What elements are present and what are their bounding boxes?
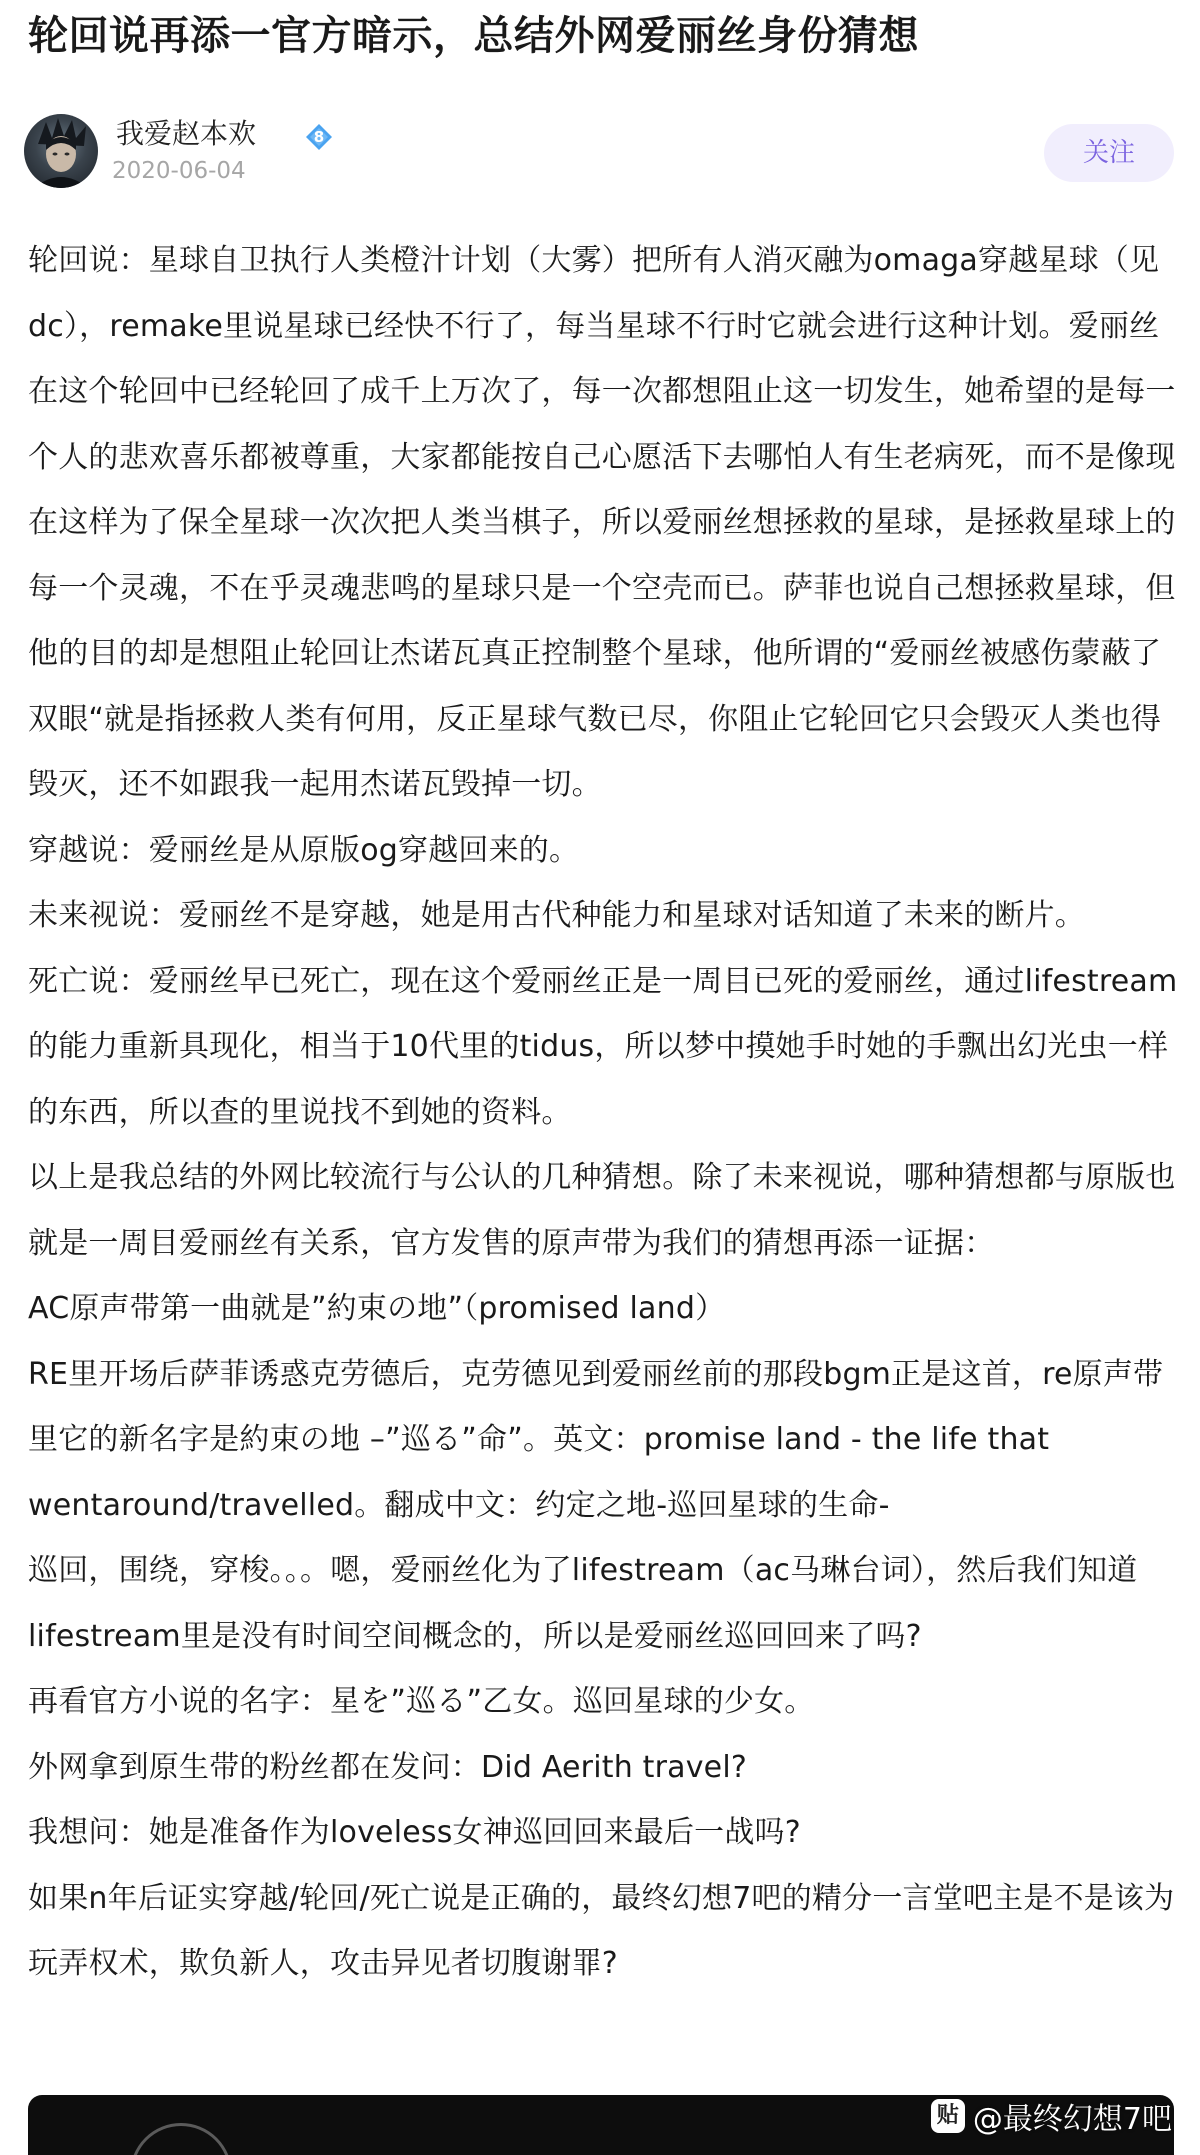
level-number: 8 (313, 128, 325, 146)
watermark (931, 2094, 1172, 2138)
paragraph: 未来视说：爱丽丝不是穿越，她是用古代种能力和星球对话知道了未来的断片。 (28, 898, 1085, 933)
page-title: 轮回说再添一官方暗示，总结外网爱丽丝身份猜想 (28, 13, 919, 59)
paragraph: 巡回，围绕，穿梭。。。嗯，爱丽丝化为了lifestream（ac马琳台词），然后我们知道lifestream里是没有时间空间概念的，所以是爱丽丝巡回回来了吗? (28, 1553, 1138, 1654)
avatar-portrait-icon (24, 114, 98, 188)
paragraph: RE里开场后萨菲诱惑克劳德后，克劳德见到爱丽丝前的那段bgm正是这首，re原声带里它的新名字是約束の地 –”巡る”命”。英文：promise land - the life that wentaround/travelled。翻成中文：约定之地-巡回星球的生命- (28, 1356, 1164, 1523)
post-body (28, 228, 1178, 1997)
tieba-logo-icon: 贴 (931, 2099, 965, 2133)
paragraph: 轮回说：星球自卫执行人类橙汁计划（大雾）把所有人消灭融为omaga穿越星球（见dc），remake里说星球已经快不行了，每当星球不行时它就会进行这种计划。爱丽丝在这个轮回中已经轮回了成千上万次了，每一次都想阻止这一切发生，她希望的是每一个人的悲欢喜乐都被尊重，大家都能按自己心愿活下去哪怕人有生老病死，而不是像现在这样为了保全星球一次次把人类当棋子，所以爱丽丝想拯救的星球，是拯救星球上的每一个灵魂，不在乎灵魂悲鸣的星球只是一个空壳而已。萨菲也说自己想拯救星球，但他的目的却是想阻止轮回让杰诺瓦真正控制整个星球，他所谓的“爱丽丝被感伤蒙蔽了双眼“就是指拯救人类有何用，反正星球气数已尽，你阻止它轮回它只会毁灭人类也得毁灭，还不如跟我一起用杰诺瓦毁掉一切。 (28, 243, 1176, 802)
paragraph: 外网拿到原生带的粉丝都在发问：Did Aerith travel? (28, 1749, 747, 1785)
paragraph: 如果n年后证实穿越/轮回/死亡说是正确的，最终幻想7吧的精分一言堂吧主是不是该为玩弄权术，欺负新人，攻击异见者切腹谢罪? (28, 1880, 1175, 1981)
paragraph: 再看官方小说的名字：星を”巡る”乙女。巡回星球的少女。 (28, 1684, 815, 1719)
author-row (24, 114, 1174, 190)
paragraph: 穿越说：爱丽丝是从原版og穿越回来的。 (28, 832, 580, 868)
paragraph: AC原声带第一曲就是”約束の地”（promised land） (28, 1291, 726, 1326)
level-badge (304, 122, 334, 152)
avatar[interactable] (24, 114, 98, 188)
post-date: 2020-06-04 (112, 158, 246, 184)
watermark-text: @最终幻想7吧 (972, 2102, 1172, 2137)
paragraph: 我想问：她是准备作为loveless女神巡回回来最后一战吗? (28, 1815, 801, 1850)
author-name[interactable]: 我爱赵本欢 (116, 117, 257, 150)
follow-button[interactable]: 关注 (1044, 124, 1174, 182)
paragraph: 死亡说：爱丽丝早已死亡，现在这个爱丽丝正是一周目已死的爱丽丝，通过lifestream的能力重新具现化，相当于10代里的tidus，所以梦中摸她手时她的手飘出幻光虫一样的东西，所以查的里说找不到她的资料。 (28, 963, 1178, 1130)
media-thumbnail-ring (130, 2123, 232, 2155)
paragraph: 以上是我总结的外网比较流行与公认的几种猜想。除了未来视说，哪种猜想都与原版也就是一周目爱丽丝有关系，官方发售的原声带为我们的猜想再添一证据： (28, 1160, 1176, 1261)
